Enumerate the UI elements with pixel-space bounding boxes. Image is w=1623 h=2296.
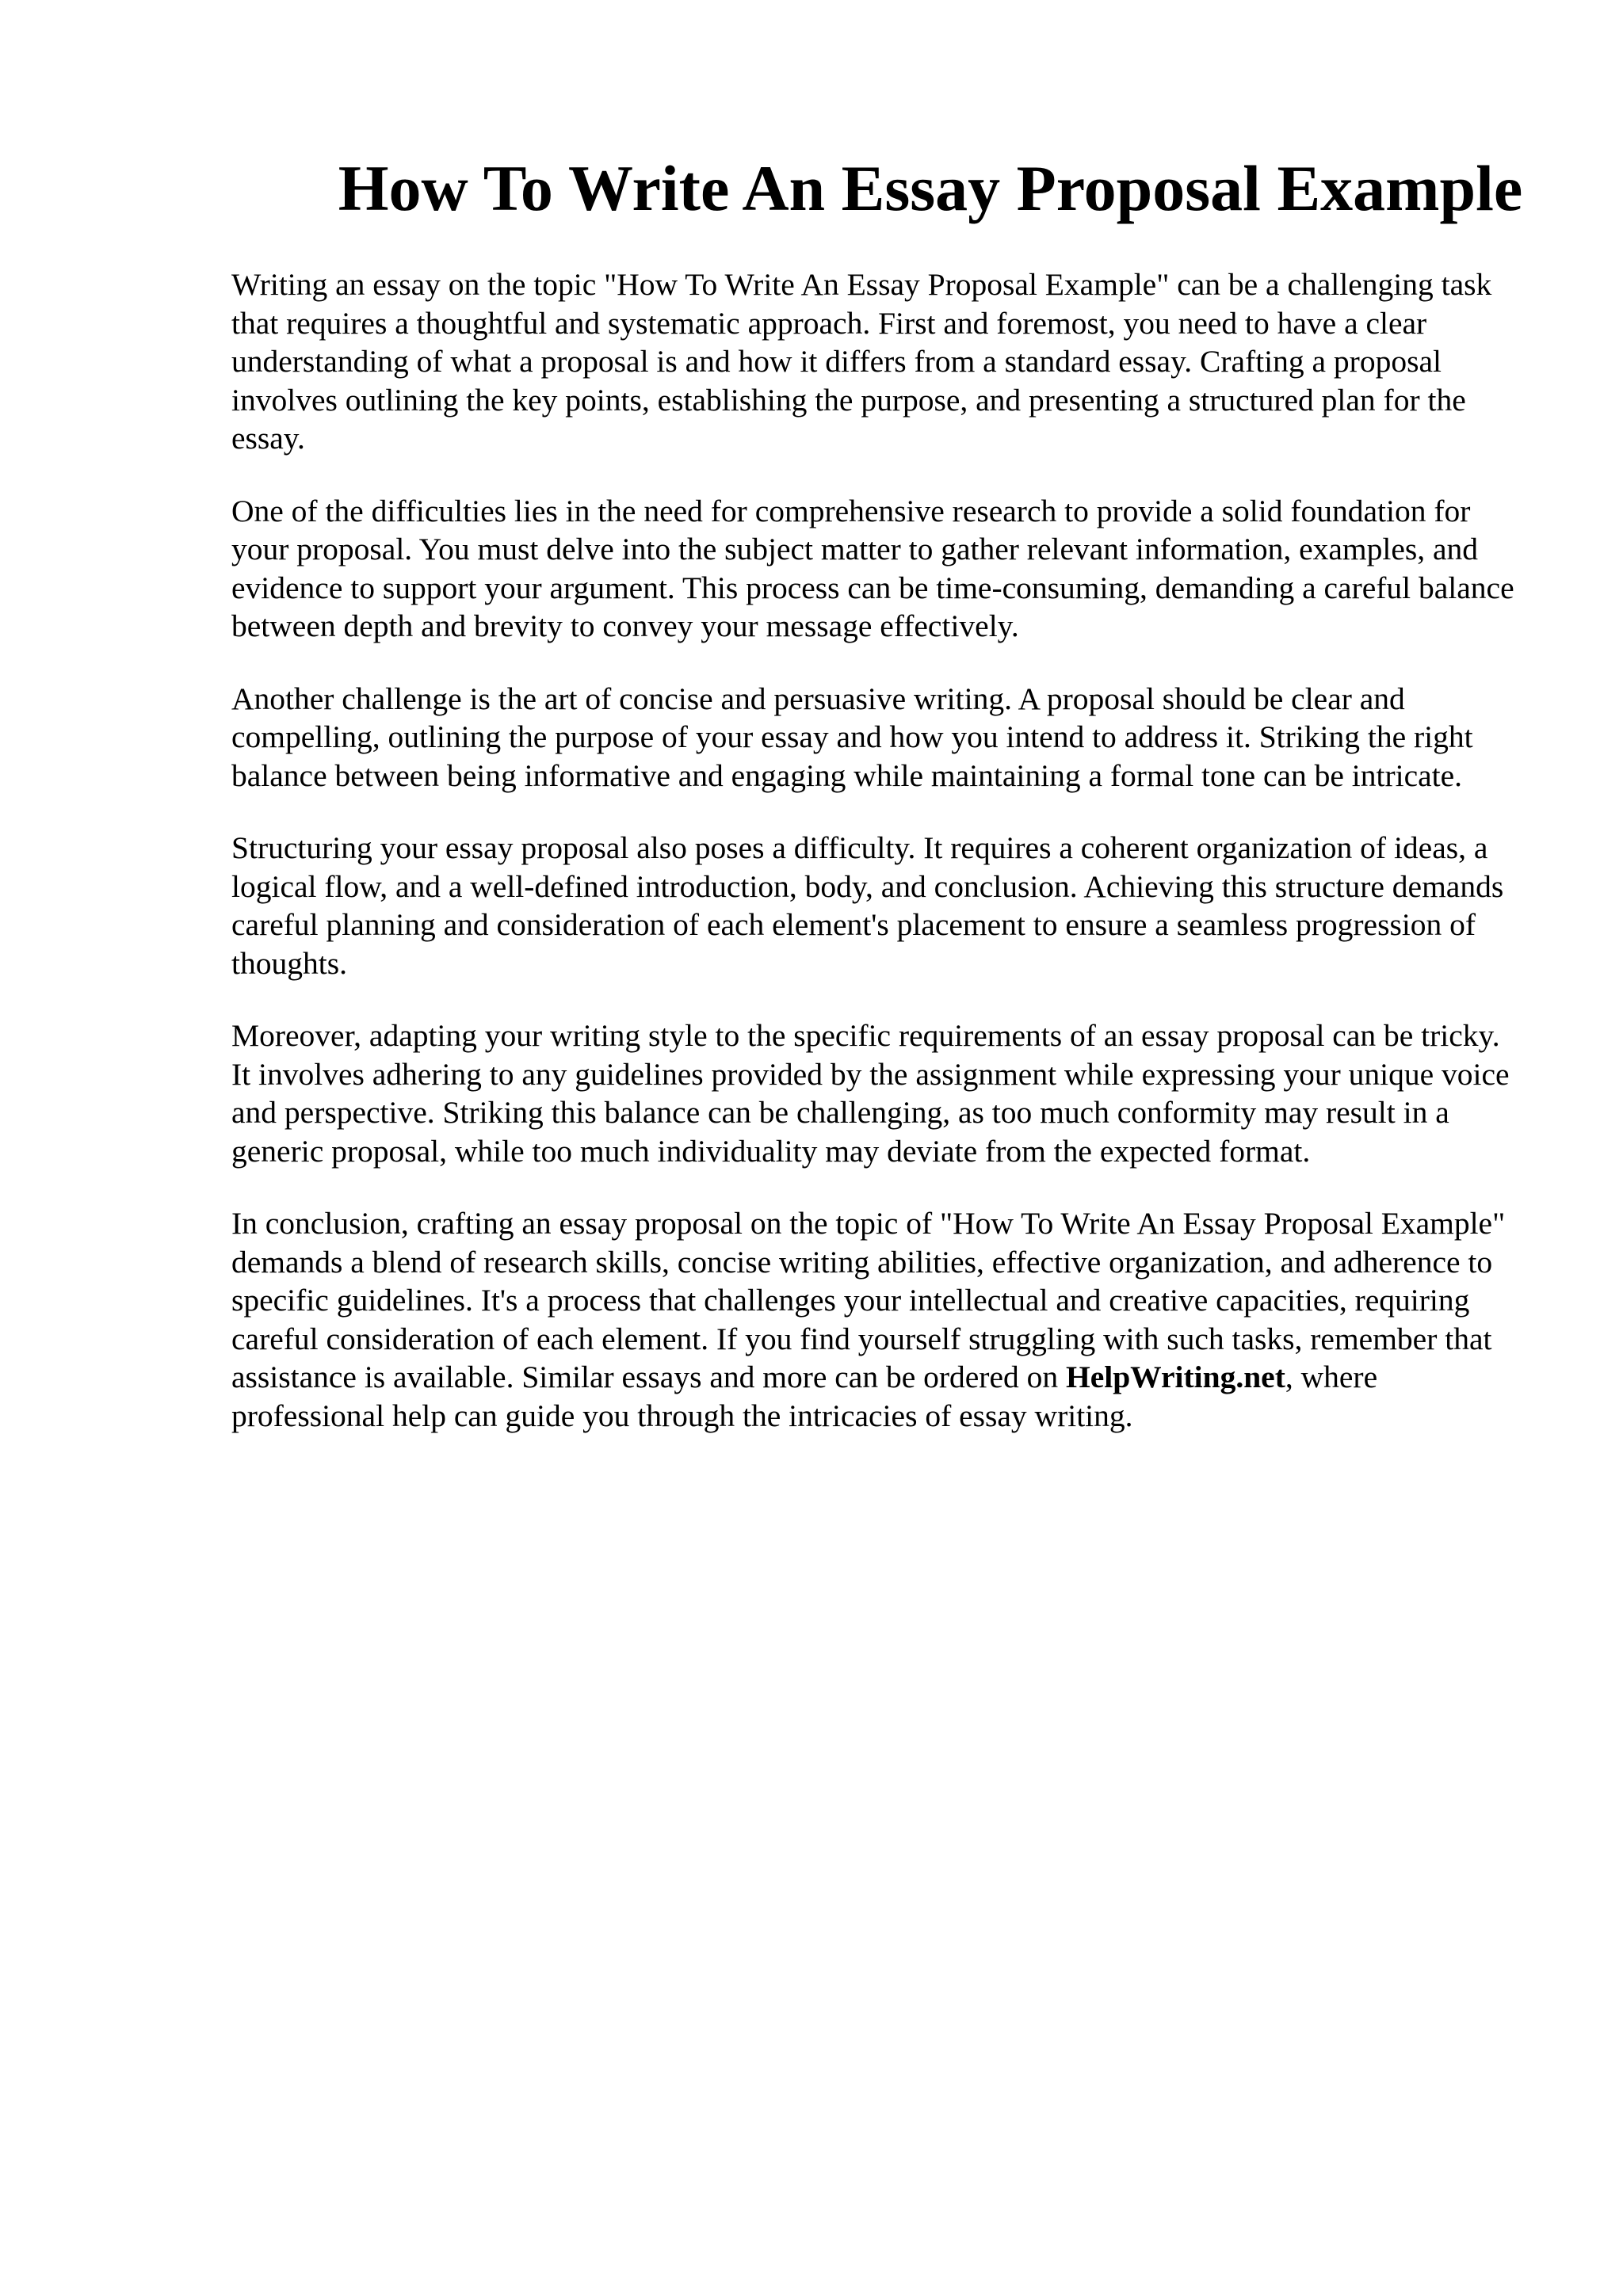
paragraph-structure: Structuring your essay proposal also poses a difficulty. It requires a coherent organization of ideas, a logical flow, and a well-defined introduction, body, and conclusion. Achieving this structure demands careful planning and consideration of each element's placement to ensure a seamless progression of thoughts.: [231, 830, 1504, 981]
conclusion-tail: , where professional help can guide you through the intricacies of essay writing.: [231, 1360, 1378, 1433]
conclusion-text: In conclusion, crafting an essay proposal on the topic of "How To Write An Essay Proposal Example" demands a blend of research skills, concise writing abilities, effective organization, and adherence to specific guidelines. It's a process that challenges your intellectual and creative capacities, requiring careful consideration of each element. If you find yourself struggling with such tasks, remember that assistance is available. Similar essays and more can be ordered on: [231, 1206, 1506, 1394]
brand-link[interactable]: HelpWriting.net: [1065, 1360, 1285, 1394]
document-body: [231, 265, 1515, 1469]
paragraph-conclusion: [231, 1204, 1515, 1435]
document-title: How To Write An Essay Proposal Example: [338, 152, 1523, 224]
paragraph-research: One of the difficulties lies in the need for comprehensive research to provide a solid foundation for your proposal. You must delve into the subject matter to gather relevant information, examples, and evidence to support your argument. This process can be time-consuming, demanding a careful balance between depth and brevity to convey your message effectively.: [231, 493, 1514, 643]
paragraph-intro: Writing an essay on the topic "How To Write An Essay Proposal Example" can be a challenging task that requires a thoughtful and systematic approach. First and foremost, you need to have a clear understanding of what a proposal is and how it differs from a standard essay. Crafting a proposal involves outlining the key points, establishing the purpose, and presenting a structured plan for the essay.: [231, 267, 1492, 456]
paragraph-style: Moreover, adapting your writing style to the specific requirements of an essay proposal can be tricky. It involves adhering to any guidelines provided by the assignment while expressing your unique voice and perspective. Striking this balance can be challenging, as too much conformity may result in a generic proposal, while too much individuality may deviate from the expected format.: [231, 1018, 1510, 1169]
paragraph-writing: Another challenge is the art of concise and persuasive writing. A proposal should be clear and compelling, outlining the purpose of your essay and how you intend to address it. Striking the right balance between being informative and engaging while maintaining a formal tone can be intricate.: [231, 681, 1473, 793]
